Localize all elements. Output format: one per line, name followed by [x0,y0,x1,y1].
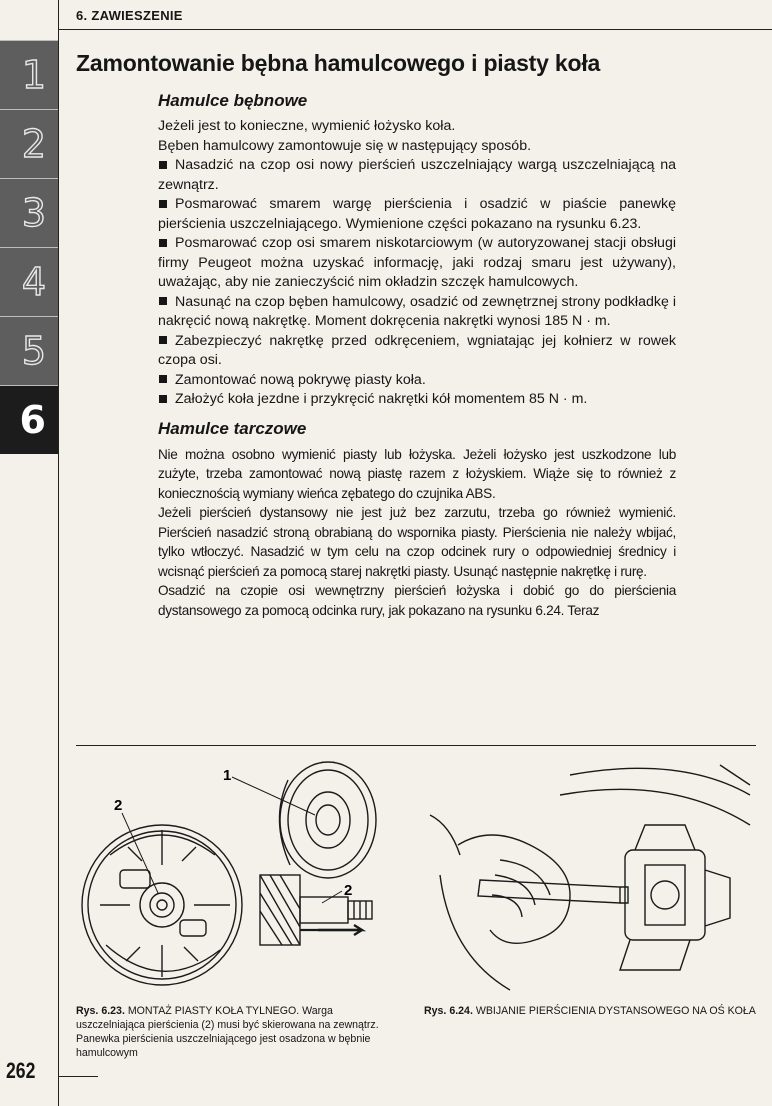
chapter-tab-1[interactable]: 1 [0,40,58,109]
figure-caption-6-24: Rys. 6.24. WBIJANIE PIERŚCIENIA DYSTANSOWEGO NA OŚ KOŁA [424,1005,756,1017]
running-header: 6. ZAWIESZENIE [76,8,183,23]
callout-label: 1 [223,767,232,784]
callout-label: 2 [114,797,123,814]
bullet-square-icon [159,395,167,403]
chapter-tabs [0,40,58,454]
paragraph: Jeżeli pierścień dystansowy nie jest już bez zarzutu, trzeba go również wymienić. Pierścień nasadzić stroną obrabianą do wspornika piasty. Pierścienia nie należy wbijać, tylko wtłoczyć. Nasadzić w tym celu na czop odcinek rury o odpowiedniej średnicy i wcisnąć pierścień za pomocą starej nakrętki piasty. Usunąć następnie nakrętkę i rurę. [158,505,676,579]
bullet-square-icon [159,161,167,169]
callout-label: 2 [344,882,353,899]
bullet-item: Posmarować czop osi smarem niskotarciowym (w autoryzowanej stacji obsługi firmy Peugeot można uzyskać informację, jaki rodzaj smaru jest używany), uważając, aby nie zanieczyścić nim okładzin szczęk hamulcowych. [158,235,676,290]
figure-rule [76,745,756,746]
chapter-tab-6[interactable]: 6 [0,385,58,454]
section-heading-disc-brakes: Hamulce tarczowe [158,418,307,438]
paragraph: Osadzić na czopie osi wewnętrzny pierścień łożyska i dobić go do pierścienia dystansowego za pomocą odcinka rury, jak pokazano na rysunku 6.24. Teraz [158,583,676,618]
intro-line: Jeżeli jest to konieczne, wymienić łożysko koła. [158,118,456,134]
chapter-tab-2[interactable]: 2 [0,109,58,178]
bullet-square-icon [159,297,167,305]
figure-spacer-ring-drawing [420,755,760,995]
footer-rule [58,1076,98,1077]
section-heading-drum-brakes: Hamulce bębnowe [158,91,308,110]
bullet-item: Posmarować smarem wargę pierścienia i osadzić w piaście panewkę pierścienia uszczelniającego. Wymienione części pokazano na rysunku 6.23. [158,196,676,232]
margin-line [58,0,59,1106]
figure-caption-6-23: Rys. 6.23. MONTAŻ PIASTY KOŁA TYLNEGO. Warga uszczelniająca pierścienia (2) musi być skierowana na zewnątrz. Panewka pierścienia uszczelniającego jest osadzona w bębnie hamulcowym [76,1005,379,1059]
article-body [158,91,676,620]
bullet-square-icon [159,375,167,383]
page-title: Zamontowanie bębna hamulcowego i piasty koła [76,50,601,76]
intro-line: Bęben hamulcowy zamontowuje się w następujący sposób. [158,137,532,154]
chapter-tab-3[interactable]: 3 [0,178,58,247]
bullet-item: Zamontować nową pokrywę piasty koła. [158,371,676,391]
chapter-tab-5[interactable]: 5 [0,316,58,385]
bullet-square-icon [159,336,167,344]
paragraph: Nie można osobno wymienić piasty lub łożyska. Jeżeli łożysko jest uszkodzone lub zużyte, trzeba zamontować nową piastę razem z łożyskiem. Wiąże się to również z koniecznością wymiany wieńca zębatego do czujnika ABS. [158,446,676,501]
bullet-item: Zabezpieczyć nakrętkę przed odkręceniem, wgniatając jej kołnierz w rowek czopa osi. [158,332,676,368]
bullet-square-icon [159,239,167,247]
disc-brake-text [158,445,676,621]
bullet-item: Założyć koła jezdne i przykręcić nakrętki kół momentem 85 N · m. [158,390,676,410]
bullet-square-icon [159,200,167,208]
chapter-tab-4[interactable]: 4 [0,247,58,316]
bullet-item: Nasadzić na czop osi nowy pierścień uszczelniający wargą uszczelniającą na zewnątrz. [158,157,676,193]
header-rule [58,29,772,30]
bullet-item: Nasunąć na czop bęben hamulcowy, osadzić od zewnętrznej strony podkładkę i nakręcić nową nakrętkę. Moment dokręcenia nakrętki wynosi 185 N · m. [158,293,676,329]
figure-rear-hub-drawing [70,755,390,995]
page-number: 262 [6,1058,36,1083]
